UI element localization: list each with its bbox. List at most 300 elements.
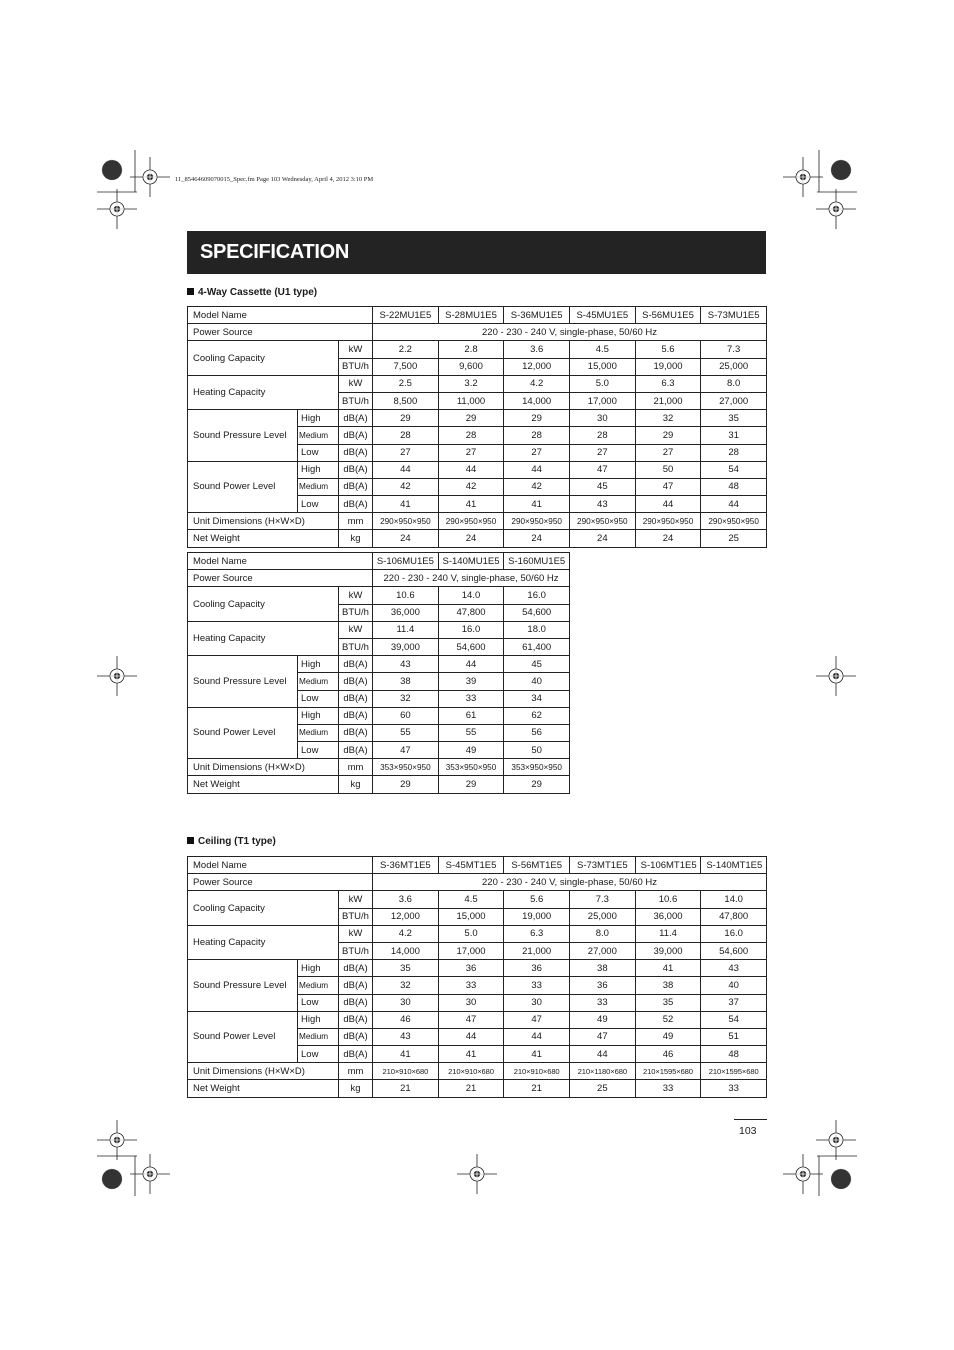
unit-kw: kW [339, 375, 373, 392]
registration-mark-bottom-center [457, 1154, 497, 1194]
model-name-header: S-56MU1E5 [635, 307, 701, 324]
model-name-header: S-140MU1E5 [438, 553, 504, 570]
spl-low-value: 27 [438, 444, 504, 461]
unit-dba: dB(A) [339, 427, 373, 444]
heating-kw-value: 3.2 [438, 375, 504, 392]
row-model-name [188, 857, 767, 874]
spl-low-value: 37 [701, 994, 767, 1011]
swl-high-value: 49 [570, 1011, 636, 1028]
cooling-kw-value: 10.6 [635, 891, 701, 908]
swl-medium-value: 47 [635, 478, 701, 495]
unit-dba: dB(A) [339, 742, 373, 759]
model-name-label: Model Name [188, 307, 373, 324]
spl-medium-value: 40 [504, 673, 570, 690]
heating-btuh-value: 61,400 [504, 638, 570, 655]
spl-medium-value: 39 [438, 673, 504, 690]
net-weight-value: 33 [701, 1080, 767, 1097]
cooling-btuh-value: 47,800 [438, 604, 504, 621]
cooling-kw-value: 5.6 [504, 891, 570, 908]
swl-low-value: 48 [701, 1046, 767, 1063]
level-low-label: Low [298, 444, 339, 461]
cooling-kw-value: 4.5 [438, 891, 504, 908]
spl-low-value: 27 [570, 444, 636, 461]
swl-high-value: 44 [438, 461, 504, 478]
net-weight-value: 21 [438, 1080, 504, 1097]
power-source-value: 220 - 230 - 240 V, single-phase, 50/60 Hz [373, 570, 570, 587]
registration-mark-top-left [97, 150, 170, 229]
cooling-capacity-label: Cooling Capacity [188, 341, 339, 375]
spl-high-value: 36 [504, 960, 570, 977]
spl-low-value: 30 [373, 994, 439, 1011]
cooling-btuh-value: 25,000 [701, 358, 767, 375]
unit-kw: kW [339, 925, 373, 942]
swl-low-value: 43 [570, 496, 636, 513]
cooling-kw-value: 5.6 [635, 341, 701, 358]
row-heating-kw [188, 621, 570, 638]
spl-medium-value: 31 [701, 427, 767, 444]
sound-pressure-level-label: Sound Pressure Level [188, 656, 298, 708]
row-swl-high [188, 1011, 767, 1028]
swl-high-value: 47 [570, 461, 636, 478]
level-medium-label: Medium [298, 977, 339, 994]
power-source-label: Power Source [188, 324, 373, 341]
row-net-weight [188, 1080, 767, 1097]
level-high-label: High [298, 707, 339, 724]
swl-medium-value: 55 [373, 724, 439, 741]
bullet-square-icon [187, 837, 194, 844]
unit-dimensions-label: Unit Dimensions (H×W×D) [188, 759, 339, 776]
row-dimensions [188, 1063, 767, 1080]
heating-btuh-value: 39,000 [373, 638, 439, 655]
level-medium-label: Medium [298, 724, 339, 741]
cooling-kw-value: 3.6 [504, 341, 570, 358]
heating-btuh-value: 27,000 [701, 392, 767, 409]
dimensions-value: 353×950×950 [504, 759, 570, 776]
dimensions-value: 210×910×680 [373, 1063, 439, 1080]
spl-medium-value: 28 [504, 427, 570, 444]
cooling-kw-value: 14.0 [701, 891, 767, 908]
net-weight-value: 25 [570, 1080, 636, 1097]
unit-dba: dB(A) [339, 444, 373, 461]
spl-medium-value: 36 [570, 977, 636, 994]
section-heading-ceiling: Ceiling (T1 type) [187, 836, 276, 847]
swl-low-value: 47 [373, 742, 439, 759]
heating-btuh-value: 17,000 [438, 942, 504, 959]
spl-high-value: 30 [570, 410, 636, 427]
model-name-header: S-106MT1E5 [635, 857, 701, 874]
spec-table-cassette-1 [187, 306, 767, 548]
model-name-header: S-140MT1E5 [701, 857, 767, 874]
page-title: SPECIFICATION [200, 241, 350, 263]
heating-btuh-value: 21,000 [635, 392, 701, 409]
spl-high-value: 29 [504, 410, 570, 427]
row-net-weight [188, 776, 570, 793]
row-model-name [188, 307, 767, 324]
row-spl-high [188, 960, 767, 977]
model-name-label: Model Name [188, 553, 373, 570]
swl-high-value: 54 [701, 1011, 767, 1028]
unit-btuh: BTU/h [339, 358, 373, 375]
title-bar [187, 231, 766, 274]
spl-low-value: 27 [635, 444, 701, 461]
unit-dba: dB(A) [339, 1046, 373, 1063]
row-dimensions [188, 759, 570, 776]
unit-dba: dB(A) [339, 977, 373, 994]
print-header: 11_85464609070015_Spec.fm Page 103 Wednesday, April 4, 2012 3:10 PM [175, 176, 374, 183]
swl-high-value: 52 [635, 1011, 701, 1028]
swl-low-value: 50 [504, 742, 570, 759]
row-cooling-kw [188, 341, 767, 358]
swl-medium-value: 51 [701, 1028, 767, 1045]
section-heading-cassette: 4-Way Cassette (U1 type) [187, 287, 317, 298]
spl-low-value: 30 [438, 994, 504, 1011]
swl-high-value: 61 [438, 707, 504, 724]
swl-high-value: 46 [373, 1011, 439, 1028]
cooling-btuh-value: 9,600 [438, 358, 504, 375]
cooling-capacity-label: Cooling Capacity [188, 891, 339, 925]
unit-kw: kW [339, 587, 373, 604]
heating-btuh-value: 21,000 [504, 942, 570, 959]
power-source-label: Power Source [188, 570, 373, 587]
heating-btuh-value: 54,600 [701, 942, 767, 959]
heating-kw-value: 2.5 [373, 375, 439, 392]
model-name-header: S-36MU1E5 [504, 307, 570, 324]
unit-dba: dB(A) [339, 707, 373, 724]
swl-medium-value: 42 [504, 478, 570, 495]
unit-btuh: BTU/h [339, 942, 373, 959]
row-swl-high [188, 707, 570, 724]
unit-kg: kg [339, 530, 373, 547]
level-low-label: Low [298, 994, 339, 1011]
registration-mark-bottom-right [783, 1120, 857, 1196]
row-swl-high [188, 461, 767, 478]
cooling-kw-value: 4.5 [570, 341, 636, 358]
net-weight-value: 24 [373, 530, 439, 547]
row-spl-high [188, 410, 767, 427]
swl-low-value: 41 [438, 1046, 504, 1063]
spl-high-value: 36 [438, 960, 504, 977]
dimensions-value: 210×910×680 [504, 1063, 570, 1080]
level-high-label: High [298, 1011, 339, 1028]
row-net-weight [188, 530, 767, 547]
cooling-kw-value: 10.6 [373, 587, 439, 604]
dimensions-value: 290×950×950 [438, 513, 504, 530]
page-number: 103 [739, 1125, 757, 1137]
power-source-label: Power Source [188, 874, 373, 891]
unit-kw: kW [339, 341, 373, 358]
spl-medium-value: 28 [373, 427, 439, 444]
heating-kw-value: 11.4 [635, 925, 701, 942]
unit-mm: mm [339, 1063, 373, 1080]
heating-btuh-value: 27,000 [570, 942, 636, 959]
dimensions-value: 290×950×950 [570, 513, 636, 530]
power-source-value: 220 - 230 - 240 V, single-phase, 50/60 Hz [373, 874, 767, 891]
cooling-btuh-value: 25,000 [570, 908, 636, 925]
model-name-header: S-160MU1E5 [504, 553, 570, 570]
heating-kw-value: 11.4 [373, 621, 439, 638]
heating-btuh-value: 11,000 [438, 392, 504, 409]
cooling-kw-value: 2.2 [373, 341, 439, 358]
cooling-btuh-value: 36,000 [373, 604, 439, 621]
cooling-kw-value: 7.3 [570, 891, 636, 908]
spl-medium-value: 28 [570, 427, 636, 444]
cooling-btuh-value: 12,000 [373, 908, 439, 925]
unit-btuh: BTU/h [339, 908, 373, 925]
net-weight-value: 29 [373, 776, 439, 793]
spl-medium-value: 28 [438, 427, 504, 444]
swl-low-value: 41 [504, 1046, 570, 1063]
model-name-header: S-106MU1E5 [373, 553, 439, 570]
swl-medium-value: 44 [504, 1028, 570, 1045]
spl-medium-value: 40 [701, 977, 767, 994]
sound-power-level-label: Sound Power Level [188, 1011, 298, 1063]
net-weight-value: 29 [438, 776, 504, 793]
cooling-kw-value: 2.8 [438, 341, 504, 358]
heating-kw-value: 5.0 [438, 925, 504, 942]
unit-dba: dB(A) [339, 994, 373, 1011]
spl-low-value: 30 [504, 994, 570, 1011]
unit-dba: dB(A) [339, 1011, 373, 1028]
page-number-rule [734, 1119, 767, 1120]
cooling-kw-value: 7.3 [701, 341, 767, 358]
swl-high-value: 44 [504, 461, 570, 478]
dimensions-value: 290×950×950 [373, 513, 439, 530]
heating-kw-value: 6.3 [504, 925, 570, 942]
swl-medium-value: 42 [373, 478, 439, 495]
unit-dba: dB(A) [339, 656, 373, 673]
cooling-kw-value: 16.0 [504, 587, 570, 604]
spl-low-value: 34 [504, 690, 570, 707]
unit-dba: dB(A) [339, 673, 373, 690]
unit-dba: dB(A) [339, 461, 373, 478]
power-source-value: 220 - 230 - 240 V, single-phase, 50/60 Hz [373, 324, 767, 341]
sound-pressure-level-label: Sound Pressure Level [188, 960, 298, 1012]
level-low-label: Low [298, 690, 339, 707]
heating-kw-value: 4.2 [504, 375, 570, 392]
swl-high-value: 44 [373, 461, 439, 478]
registration-mark-top-right [783, 150, 857, 229]
swl-low-value: 41 [373, 496, 439, 513]
spec-table-ceiling [187, 856, 767, 1098]
dimensions-value: 210×1595×680 [701, 1063, 767, 1080]
spl-medium-value: 38 [373, 673, 439, 690]
spl-high-value: 38 [570, 960, 636, 977]
swl-medium-value: 43 [373, 1028, 439, 1045]
model-name-header: S-45MT1E5 [438, 857, 504, 874]
swl-medium-value: 45 [570, 478, 636, 495]
cooling-capacity-label: Cooling Capacity [188, 587, 339, 621]
unit-dimensions-label: Unit Dimensions (H×W×D) [188, 513, 339, 530]
row-power-source [188, 874, 767, 891]
level-high-label: High [298, 410, 339, 427]
swl-low-value: 44 [701, 496, 767, 513]
sound-power-level-label: Sound Power Level [188, 707, 298, 759]
unit-dba: dB(A) [339, 496, 373, 513]
model-name-header: S-22MU1E5 [373, 307, 439, 324]
spl-low-value: 33 [438, 690, 504, 707]
heating-btuh-value: 8,500 [373, 392, 439, 409]
unit-kw: kW [339, 621, 373, 638]
cooling-btuh-value: 19,000 [635, 358, 701, 375]
registration-mark-middle-right [816, 656, 856, 696]
net-weight-value: 24 [635, 530, 701, 547]
swl-high-value: 54 [701, 461, 767, 478]
swl-low-value: 44 [635, 496, 701, 513]
cooling-btuh-value: 47,800 [701, 908, 767, 925]
row-power-source [188, 324, 767, 341]
swl-medium-value: 55 [438, 724, 504, 741]
heating-kw-value: 16.0 [701, 925, 767, 942]
cooling-btuh-value: 15,000 [570, 358, 636, 375]
row-spl-high [188, 656, 570, 673]
swl-high-value: 47 [504, 1011, 570, 1028]
level-medium-label: Medium [298, 1028, 339, 1045]
level-high-label: High [298, 960, 339, 977]
swl-high-value: 50 [635, 461, 701, 478]
cooling-btuh-value: 54,600 [504, 604, 570, 621]
heating-kw-value: 4.2 [373, 925, 439, 942]
swl-low-value: 41 [373, 1046, 439, 1063]
net-weight-value: 29 [504, 776, 570, 793]
cooling-btuh-value: 12,000 [504, 358, 570, 375]
row-heating-kw [188, 375, 767, 392]
model-name-header: S-56MT1E5 [504, 857, 570, 874]
heating-capacity-label: Heating Capacity [188, 925, 339, 959]
spl-low-value: 32 [373, 690, 439, 707]
spl-high-value: 35 [373, 960, 439, 977]
heating-kw-value: 18.0 [504, 621, 570, 638]
heating-capacity-label: Heating Capacity [188, 375, 339, 409]
unit-btuh: BTU/h [339, 604, 373, 621]
unit-btuh: BTU/h [339, 638, 373, 655]
bullet-square-icon [187, 288, 194, 295]
net-weight-value: 33 [635, 1080, 701, 1097]
level-medium-label: Medium [298, 427, 339, 444]
sound-pressure-level-label: Sound Pressure Level [188, 410, 298, 462]
swl-medium-value: 42 [438, 478, 504, 495]
unit-kw: kW [339, 891, 373, 908]
level-low-label: Low [298, 1046, 339, 1063]
net-weight-value: 25 [701, 530, 767, 547]
row-heating-kw [188, 925, 767, 942]
swl-medium-value: 49 [635, 1028, 701, 1045]
net-weight-value: 21 [373, 1080, 439, 1097]
swl-low-value: 41 [438, 496, 504, 513]
row-cooling-kw [188, 587, 570, 604]
swl-high-value: 62 [504, 707, 570, 724]
net-weight-value: 24 [438, 530, 504, 547]
spl-medium-value: 33 [438, 977, 504, 994]
model-name-header: S-28MU1E5 [438, 307, 504, 324]
spl-high-value: 43 [701, 960, 767, 977]
heating-kw-value: 16.0 [438, 621, 504, 638]
heating-btuh-value: 39,000 [635, 942, 701, 959]
net-weight-value: 21 [504, 1080, 570, 1097]
spl-low-value: 35 [635, 994, 701, 1011]
level-medium-label: Medium [298, 673, 339, 690]
dimensions-value: 290×950×950 [701, 513, 767, 530]
unit-mm: mm [339, 759, 373, 776]
dimensions-value: 210×910×680 [438, 1063, 504, 1080]
swl-low-value: 46 [635, 1046, 701, 1063]
swl-medium-value: 48 [701, 478, 767, 495]
net-weight-value: 24 [504, 530, 570, 547]
spl-medium-value: 33 [504, 977, 570, 994]
unit-dba: dB(A) [339, 1028, 373, 1045]
dimensions-value: 290×950×950 [635, 513, 701, 530]
spl-high-value: 32 [635, 410, 701, 427]
row-dimensions [188, 513, 767, 530]
unit-mm: mm [339, 513, 373, 530]
spl-high-value: 43 [373, 656, 439, 673]
spec-table-cassette-2 [187, 552, 570, 794]
swl-medium-value: 44 [438, 1028, 504, 1045]
registration-mark-bottom-left [97, 1120, 170, 1196]
spl-medium-value: 32 [373, 977, 439, 994]
unit-dba: dB(A) [339, 690, 373, 707]
model-name-header: S-73MT1E5 [570, 857, 636, 874]
cooling-kw-value: 3.6 [373, 891, 439, 908]
spl-high-value: 45 [504, 656, 570, 673]
unit-dba: dB(A) [339, 478, 373, 495]
spl-high-value: 44 [438, 656, 504, 673]
swl-high-value: 47 [438, 1011, 504, 1028]
row-cooling-kw [188, 891, 767, 908]
spl-high-value: 41 [635, 960, 701, 977]
heating-kw-value: 8.0 [570, 925, 636, 942]
swl-medium-value: 56 [504, 724, 570, 741]
net-weight-label: Net Weight [188, 776, 339, 793]
level-high-label: High [298, 461, 339, 478]
net-weight-value: 24 [570, 530, 636, 547]
unit-dba: dB(A) [339, 724, 373, 741]
spl-low-value: 27 [504, 444, 570, 461]
cooling-btuh-value: 15,000 [438, 908, 504, 925]
spl-high-value: 29 [438, 410, 504, 427]
sound-power-level-label: Sound Power Level [188, 461, 298, 513]
swl-high-value: 60 [373, 707, 439, 724]
dimensions-value: 210×1180×680 [570, 1063, 636, 1080]
dimensions-value: 353×950×950 [373, 759, 439, 776]
heating-kw-value: 5.0 [570, 375, 636, 392]
cooling-btuh-value: 36,000 [635, 908, 701, 925]
cooling-kw-value: 14.0 [438, 587, 504, 604]
spl-low-value: 33 [570, 994, 636, 1011]
spl-medium-value: 38 [635, 977, 701, 994]
spl-high-value: 29 [373, 410, 439, 427]
swl-low-value: 41 [504, 496, 570, 513]
level-high-label: High [298, 656, 339, 673]
row-model-name [188, 553, 570, 570]
model-name-header: S-36MT1E5 [373, 857, 439, 874]
net-weight-label: Net Weight [188, 530, 339, 547]
row-power-source [188, 570, 570, 587]
dimensions-value: 353×950×950 [438, 759, 504, 776]
model-name-header: S-73MU1E5 [701, 307, 767, 324]
swl-medium-value: 47 [570, 1028, 636, 1045]
heating-btuh-value: 14,000 [504, 392, 570, 409]
heating-kw-value: 8.0 [701, 375, 767, 392]
unit-kg: kg [339, 776, 373, 793]
heating-capacity-label: Heating Capacity [188, 621, 339, 655]
unit-kg: kg [339, 1080, 373, 1097]
heating-btuh-value: 14,000 [373, 942, 439, 959]
heating-btuh-value: 54,600 [438, 638, 504, 655]
spl-low-value: 27 [373, 444, 439, 461]
cooling-btuh-value: 7,500 [373, 358, 439, 375]
cooling-btuh-value: 19,000 [504, 908, 570, 925]
heating-btuh-value: 17,000 [570, 392, 636, 409]
